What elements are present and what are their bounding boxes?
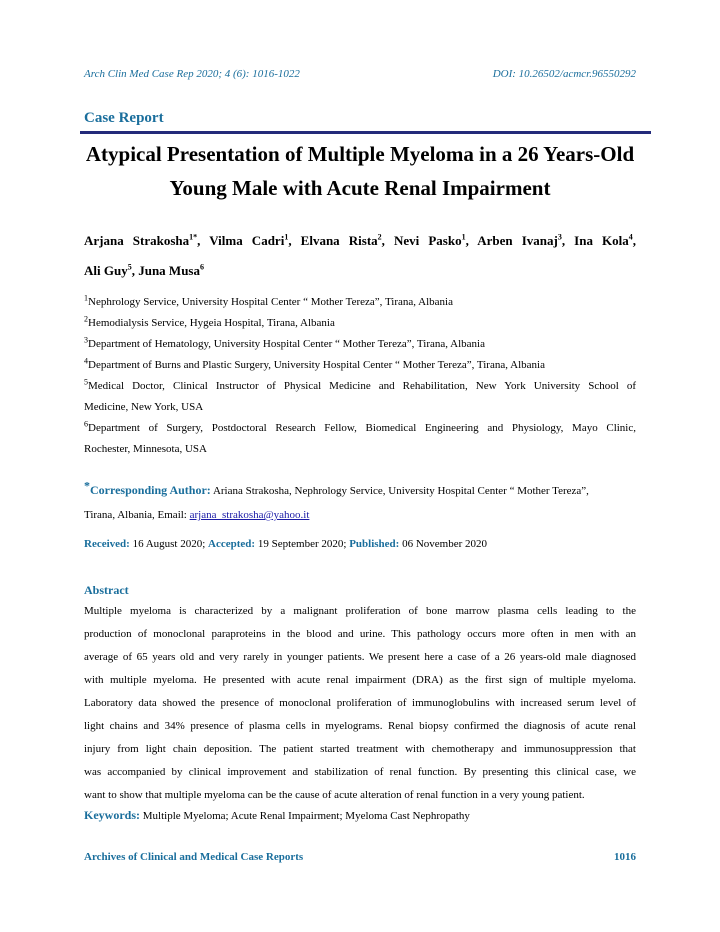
author: Nevi Pasko$^1$, bbox=[394, 232, 469, 248]
corresponding-label: Corresponding Author: bbox=[90, 483, 211, 497]
author-list bbox=[84, 226, 636, 256]
section-rule bbox=[80, 131, 651, 134]
author: Arben Ivanaj$^3$, bbox=[477, 232, 566, 248]
abstract-heading: Abstract bbox=[84, 583, 129, 597]
title-line-2: Young Male with Acute Renal Impairment bbox=[169, 176, 551, 200]
paper-title bbox=[60, 137, 660, 205]
author: Arjana Strakosha$^{1*}$, bbox=[84, 232, 201, 248]
author: Ali Guy$^5$, bbox=[84, 262, 135, 278]
affiliation-continued: Medicine, New York, USA bbox=[84, 401, 204, 413]
running-header bbox=[84, 68, 636, 80]
abstract-line: light chains and 34% presence of plasma cells in myelograms. Renal biopsy confirmed the diagnosis of acute renal bbox=[84, 720, 636, 732]
author: Ina Kola$^4$, bbox=[574, 232, 637, 248]
doi: DOI: 10.26502/acmcr.96550292 bbox=[492, 68, 636, 80]
abstract-line: want to show that multiple myeloma can be the cause of acute alteration of renal function in a very young patient. bbox=[84, 789, 585, 801]
corresponding-author: *Corresponding Author: Ariana Strakosha, Nephrology Service, University Hospital Center “ Mother Tereza”, Tirana, Albania, Email: arjana_strakosha@yahoo.it bbox=[84, 478, 589, 521]
abstract-line: production of monoclonal paraproteins in the blood and urine. This pathology occurs more often in men with an bbox=[84, 628, 636, 640]
section-label: Case Report bbox=[84, 110, 164, 126]
publication-dates: Received: 16 August 2020; Accepted: 19 September 2020; Published: 06 November 2020 bbox=[84, 538, 488, 550]
title-line-1: Atypical Presentation of Multiple Myeloma in a 26 Years-Old bbox=[85, 142, 635, 166]
citation: Arch Clin Med Case Rep 2020; 4 (6): 1016-1022 bbox=[84, 68, 300, 80]
abstract-line: Laboratory data showed the presence of monoclonal proliferation of immunoglobulins with increased serum level of bbox=[84, 697, 636, 709]
email-link[interactable]: arjana_strakosha@yahoo.it bbox=[189, 509, 310, 521]
author-list-line-2 bbox=[84, 256, 636, 286]
journal-name: Archives of Clinical and Medical Case Reports bbox=[84, 851, 304, 863]
abstract-line: injury from light chain deposition. The patient started treatment with chemotherapy and immunosuppression that bbox=[84, 743, 636, 755]
abstract-line: was accompanied by clinical improvement and stabilization of renal function. By presenting this clinical case, we bbox=[84, 766, 636, 778]
abstract-line: Multiple myeloma is characterized by a malignant proliferation of bone marrow plasma cells leading to the bbox=[84, 605, 636, 617]
affiliation: $^2$Hemodialysis Service, Hygeia Hospital, Tirana, Albania bbox=[84, 314, 335, 329]
affiliation: $^3$Department of Hematology, University Hospital Center “ Mother Tereza”, Tirana, Albania bbox=[84, 335, 485, 350]
page-footer bbox=[84, 851, 636, 863]
author: Elvana Rista$^2$, bbox=[300, 232, 385, 248]
keywords-label: Keywords: bbox=[84, 808, 140, 822]
keywords-text: Multiple Myeloma; Acute Renal Impairment; Myeloma Cast Nephropathy bbox=[142, 810, 470, 822]
author: Juna Musa$^6$ bbox=[138, 262, 204, 278]
affiliation-continued: Rochester, Minnesota, USA bbox=[84, 443, 207, 455]
affiliation: $^4$Department of Burns and Plastic Surgery, University Hospital Center “ Mother Tereza”, Tirana, Albania bbox=[84, 356, 545, 371]
page-number: 1016 bbox=[614, 851, 636, 863]
keywords bbox=[84, 808, 470, 823]
author: Vilma Cadri$^1$, bbox=[209, 232, 292, 248]
affiliation: $^1$Nephrology Service, University Hospital Center “ Mother Tereza”, Tirana, Albania bbox=[84, 293, 453, 308]
affiliation: $^5$Medical Doctor, Clinical Instructor of Physical Medicine and Rehabilitation, New York University School of bbox=[84, 377, 636, 392]
abstract-line: with multiple myeloma. He presented with acute renal impairment (DRA) as the first sign of multiple myeloma. bbox=[84, 674, 636, 686]
affiliation: $^6$Department of Surgery, Postdoctoral Research Fellow, Biomedical Engineering and Physiology, Mayo Clinic, bbox=[84, 419, 636, 434]
abstract-line: average of 65 years old and very rarely in younger patients. We present here a case of a 26 years-old male diagnosed bbox=[84, 651, 636, 663]
